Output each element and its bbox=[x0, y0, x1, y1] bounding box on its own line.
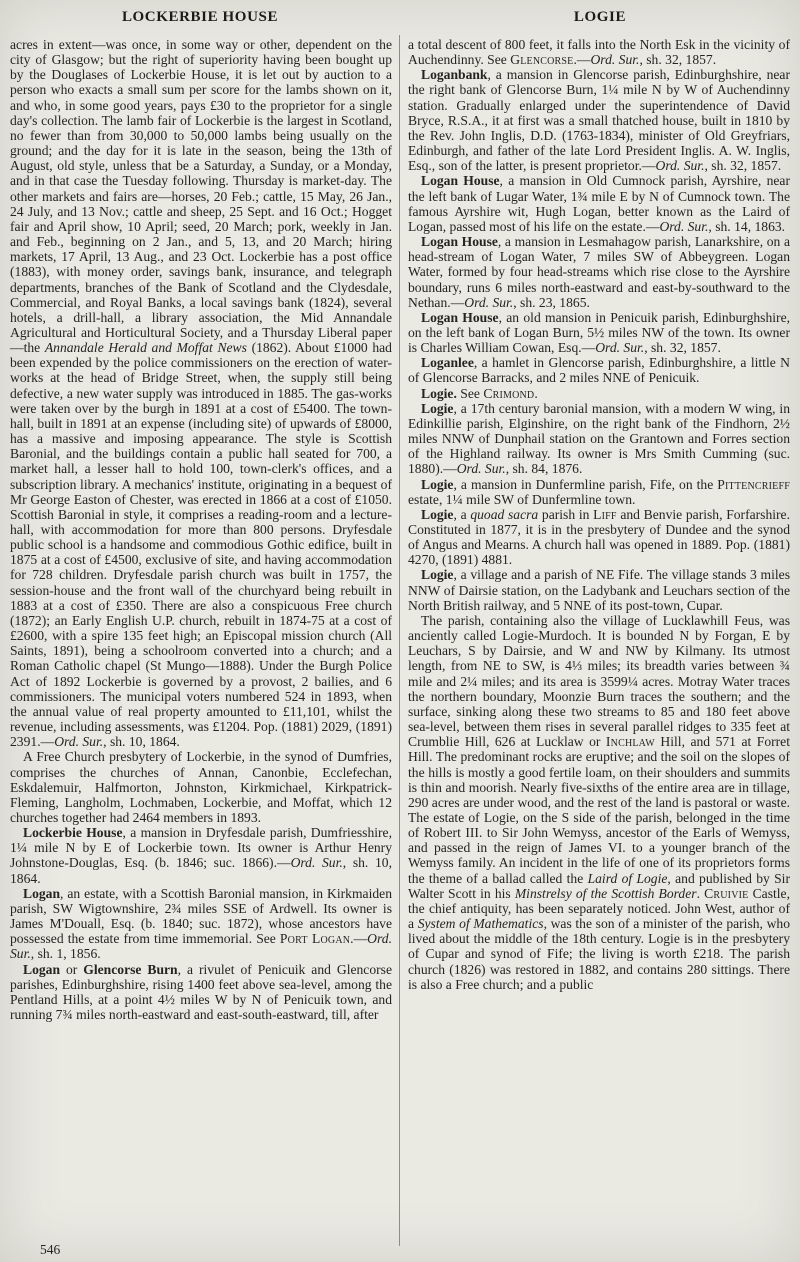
left-column bbox=[0, 35, 399, 1246]
text-run: Annandale Herald and Moffat News bbox=[44, 340, 247, 356]
text-run: , an estate, with a Scottish Baronial mansion, in Kirkmaiden parish, SW Wigtownshire, 2¾ miles SSE of Ardwell. Its owner is James M'Douall, Esq. (b. 1840; suc. 1872), whose ancestors have possessed the estate from time immemorial. See bbox=[10, 885, 392, 947]
text-run: Hill, and 571 at Forret Hill. The predominant rocks are eruptive; and the soil on the slopes of the hills is mostly a good fertile loam, on their shoulders and summits is thin and moorish. Nearly five-sixths of the entire area are in tillage, 290 acres are under wood, and the rest of the land is pastoral or waste. The estate of Logie, on the S side of the parish, belonged in the time of Robert III. to Sir John Wemyss, ancestor of the Earls of Wemyss, and passed in the reign of James VI. to a younger branch of the Wemyss family. An incident in the life of one of its proprietors forms the theme of a ballad called the bbox=[408, 734, 791, 886]
page-number: 546 bbox=[40, 1242, 61, 1257]
text-run: Ord. Sur. bbox=[659, 218, 709, 234]
text-run: Liff bbox=[593, 506, 617, 522]
paragraph bbox=[10, 37, 392, 749]
paragraph bbox=[408, 67, 790, 173]
text-run: Pittencrieff bbox=[717, 476, 790, 492]
text-run: , sh. 23, 1865. bbox=[513, 294, 590, 310]
text-run: See bbox=[456, 385, 484, 401]
text-run: Inchlaw bbox=[605, 734, 655, 750]
text-run: Ord. Sur. bbox=[290, 855, 343, 871]
text-run: , a mansion in Glencorse parish, Edinburghshire, near the right bank of Glencorse Burn, 1¼ mile N by W of Auchendinny station. Gradually enlarged under the superintendence of David Bryce, R.S.A., it at first was a small thatched house, built in 1810 by the Rev. John Inglis, D.D. (1763-1834), minister of Old Greyfriars, Edinburgh, and father of the late Lord President Inglis. A. W. Inglis, Esq., son of the latter, is present proprietor.— bbox=[408, 67, 790, 174]
text-run: , an old mansion in Penicuik parish, Edinburghshire, on the left bank of Logan Burn, 5½ miles NW of the town. Its owner is Charles William Cowan, Esq.— bbox=[408, 309, 791, 356]
paragraph bbox=[10, 886, 392, 962]
text-columns bbox=[0, 35, 800, 1246]
paragraph bbox=[10, 962, 392, 1023]
running-head-right: LOGIE bbox=[573, 9, 627, 25]
paragraph bbox=[408, 173, 790, 234]
text-run: Logie bbox=[421, 506, 454, 522]
text-run: Minstrelsy of the Scottish Border bbox=[514, 885, 697, 901]
text-run: Ord. Sur. bbox=[10, 931, 392, 962]
text-run: (1862). About £1000 had been expended by the police commissioners on the erection of water-works at the head of Bridge Street, when, the supply still being defective, a new water supply was introduced in 1885. The gas-works were taken over by the burgh in 1891 at a cost of £5400. The town-hall, built in 1891 at an expense (including site) of upwards of £8000, has a massive and imposing appearance. The style is Scottish Baronial, and the buildings contain a public hall seated for 700, a market hall, a lesser hall to hold 100, town-clerk's offices, and a subscription library. A mechanics' institute, originating in a bequest of Mr George Easton of Chester, was erected in 1866 at a cost of £1050. Scottish Baronial in style, it comprises a reading-room and a lecture-hall, with accommodation for more than 800 persons. Dryfesdale public school is a handsome and commodious Gothic edifice, built in 1875 at a cost of £4500, exclusive of site, and having accommodation for 728 children. Dryfesdale parish church was built in 1757, the session-house and the front wall of the churchyard being rebuilt in 1883 at a cost of £350. There are also a conspicuous Free church (1872); an Early English U.P. church, rebuilt in 1874-75 at a cost of £2600, with a spire 135 feet high; an Episcopal mission church (All Saints, 1891), being a schoolroom converted into a church; and a Roman Catholic chapel (St Mungo—1888). Under the Burgh Police Act of 1892 Lockerbie is governed by a provost, 2 bailies, and 6 commissioners. The municipal voters numbered 524 in 1893, when the annual value of real property amounted to £11,101, whilst the revenue, including assessments, was £1204. Pop. (1881) 2029, (1891) 2391.— bbox=[10, 340, 392, 750]
text-run: A Free Church presbytery of Lockerbie, in the synod of Dumfries, comprises the churches of Annan, Canonbie, Ecclefechan, Eskdalemuir, Halfmorton, Johnston, Kirkmichael, Kirkpatrick-Fleming, Langholm, Lochmaben, Lockerbie, and Moffat, which 12 churches together had 2464 members in 1893. bbox=[10, 749, 392, 825]
text-run: Ord. Sur. bbox=[456, 461, 506, 477]
text-run: , a mansion in Dunfermline parish, Fife, on the bbox=[453, 476, 718, 492]
paragraph bbox=[408, 355, 790, 385]
text-run: a total descent of 800 feet, it falls into the North Esk in the vicinity of Auchendinny. See bbox=[408, 37, 790, 68]
text-run: Ord. Sur. bbox=[54, 734, 104, 750]
text-run: , a mansion in Old Cumnock parish, Ayrshire, near the left bank of Lugar Water, 1¾ mile E by N of Cumnock town. The famous Ayrshire wit, Hugh Logan, better known as the Laird of Logan, passed most of his life on the estate.— bbox=[408, 173, 790, 234]
text-run: . bbox=[534, 385, 538, 401]
text-run: Logan House bbox=[421, 173, 500, 189]
paragraph bbox=[408, 507, 790, 568]
text-run: , a hamlet in Glencorse parish, Edinburghshire, a little N of Glencorse Barracks, and 2 miles NNE of Penicuik. bbox=[408, 355, 790, 386]
text-run: Logie. bbox=[421, 385, 457, 401]
text-run: Cruivie bbox=[704, 885, 749, 901]
text-run: , a village and a parish of NE Fife. The village stands 3 miles NNW of Dairsie station, on the Ladybank and Leuchars section of the North British railway, and 5 NNE of its post-town, Cupar. bbox=[408, 567, 790, 613]
text-run: , sh. 10, 1864. bbox=[10, 855, 392, 886]
text-run: quoad sacra bbox=[470, 506, 539, 522]
text-run: , and published by Sir Walter Scott in his bbox=[408, 870, 790, 901]
text-run: Crimond bbox=[483, 385, 535, 401]
text-run: estate, 1¼ mile SW of Dunfermline town. bbox=[408, 491, 636, 507]
text-run: Ord. Sur. bbox=[655, 158, 705, 174]
text-run: , was the son of a minister of the parish, who lived about the middle of the 18th century. Logie is in the presbytery of Cupar and synod of Fife; the living is worth £218. The parish church (1826) was restored in 1882, and contains 280 sittings. There is also a Free church; and a public bbox=[408, 916, 791, 992]
text-run: and Benvie parish, Forfarshire. Constituted in 1877, it is in the presbytery of Dundee and the synod of Angus and Mearns. A church hall was opened in 1889. Pop. (1881) 4270, (1891) 4881. bbox=[408, 506, 790, 568]
text-run: Castle, the chief antiquity, has been separately noticed. John West, author of a bbox=[408, 885, 790, 932]
text-run: Logan bbox=[23, 961, 61, 977]
text-run: System of Mathematics bbox=[417, 916, 544, 932]
text-run: , a 17th century baronial mansion, with a modern W wing, in Edinkillie parish, Elginshire, on the right bank of the Findhorn, 2½ miles NNW of Dunphail station on the Grantown and Forres section of the Highland railway. Its owner is Mrs Smith Cumming (suc. 1880).— bbox=[408, 400, 790, 477]
text-run: .— bbox=[350, 931, 368, 947]
paragraph bbox=[10, 825, 392, 886]
paragraph bbox=[408, 477, 790, 507]
text-run: , sh. 14, 1863. bbox=[708, 218, 786, 234]
text-run: , sh. 1, 1856. bbox=[30, 946, 101, 962]
text-run: , sh. 84, 1876. bbox=[505, 461, 583, 477]
text-run: Laird of Logie bbox=[587, 870, 668, 886]
paragraph bbox=[408, 310, 790, 355]
text-run: , sh. 32, 1857. bbox=[639, 52, 717, 68]
text-run: Logan bbox=[23, 885, 61, 901]
text-run: Glencorse Burn bbox=[83, 961, 178, 977]
text-run: Ord. Sur. bbox=[595, 340, 645, 356]
text-run: Logan House bbox=[421, 234, 498, 250]
text-run: , a mansion in Lesmahagow parish, Lanarkshire, on a head-stream of Logan Water, 7 miles SW of Abbeygreen. Logan Water, formed by four head-streams which rise close to the Ayrshire boundary, runs 6 miles north-eastward and east-by-southward to the Nethan.— bbox=[408, 234, 791, 310]
text-run: Glencorse bbox=[510, 52, 574, 68]
paragraph bbox=[408, 386, 790, 401]
text-run: Logie bbox=[421, 567, 454, 583]
paragraph bbox=[408, 613, 790, 992]
text-run: , sh. 32, 1857. bbox=[644, 340, 721, 356]
running-heads bbox=[0, 0, 800, 26]
text-run: parish in bbox=[538, 506, 594, 522]
text-run: Loganlee bbox=[421, 355, 474, 371]
right-column bbox=[400, 35, 800, 1246]
text-run: The parish, containing also the village of Lucklawhill Feus, was anciently called Logie-Murdoch. It is bounded N by Forgan, E by Leuchars, S by Dairsie, and W and NW by Kilmany. Its utmost length, from NE to SW, is 4⅓ miles; its breadth varies between ¾ mile and 2¼ miles; and its area is 3599¼ acres. Motray Water traces the northern boundary, Moonzie Burn traces the southern; and the surface, sinking along these two streams to 85 and 180 feet above sea-level, between them rises in several parallel ridges to 335 feet at Crumblie Hill, 626 at Lucklaw or bbox=[408, 612, 790, 750]
text-run: acres in extent—was once, in some way or other, dependent on the city of Glasgow; but the right of superiority having been bought up by the Douglases of Lockerbie House, it is let out by auction to a person who exacts a small sum per score for the lambs shown on it, and who, in some good years, pays £30 to the proprietor for a single day's collection. The lamb fair of Lockerbie is the largest in Scotland, no fewer than from 30,000 to 50,000 lambs being usually on the ground; and the day for it is late in the season, being the 13th of August, old style, unless that be a Saturday, a Sunday, or a Monday, and in that case the Tuesday following. Thursday is market-day. The other markets and fairs are—horses, 20 Feb.; cattle, 15 May, 26 Jan., 24 July, and 13 Nov.; cattle and sheep, 25 Sept. and 16 Oct.; Hogget fair and April show, 10 April; seed, 20 March; pork, weekly in Jan. and Feb., beginning on 2 Jan., and 5, 13, and 20 March; hiring markets, 17 April, 13 Aug., and 23 Oct. Lockerbie has a post office (1883), with money order, savings bank, insurance, and telegraph departments, branches of the Bank of Scotland and the Clydesdale, Commercial, and Royal Banks, a local savings bank (1824), several hotels, a drill-hall, a library association, the Mid Annandale Agricultural and Horticultural Society, and a Thursday Liberal paper—the bbox=[10, 37, 392, 356]
text-run: Logie bbox=[421, 400, 454, 416]
paragraph bbox=[408, 234, 790, 310]
paragraph bbox=[408, 37, 790, 67]
text-run: .— bbox=[573, 52, 591, 68]
text-run: Logan House bbox=[421, 309, 499, 325]
text-run: Ord. Sur. bbox=[590, 52, 640, 68]
text-run: Lockerbie House bbox=[23, 825, 123, 841]
text-run: Port Logan bbox=[279, 931, 351, 947]
paragraph bbox=[408, 401, 790, 477]
text-run: , sh. 10, 1864. bbox=[103, 734, 180, 750]
text-run: . bbox=[696, 885, 705, 901]
text-run: Ord. Sur. bbox=[464, 294, 514, 310]
running-head-left: LOCKERBIE HOUSE bbox=[121, 9, 279, 25]
text-run: Logie bbox=[421, 476, 454, 492]
text-run: or bbox=[60, 961, 84, 977]
text-run: , a bbox=[453, 506, 471, 522]
paragraph bbox=[408, 567, 790, 612]
text-run: , sh. 32, 1857. bbox=[704, 158, 782, 174]
text-run: Loganbank bbox=[421, 67, 488, 83]
text-run: , a rivulet of Penicuik and Glencorse parishes, Edinburghshire, rising 1400 feet above sea-level, among the Pentland Hills, at a point 4½ miles W by N of Penicuik town, and running 7¾ miles north-eastward and east-south-eastward, till, after bbox=[10, 961, 392, 1022]
text-run: , a mansion in Dryfesdale parish, Dumfriesshire, 1¼ mile N by E of Lockerbie town. Its owner is Arthur Henry Johnstone-Douglas, Esq. (b. 1846; suc. 1866).— bbox=[10, 825, 392, 871]
paragraph bbox=[10, 749, 392, 825]
